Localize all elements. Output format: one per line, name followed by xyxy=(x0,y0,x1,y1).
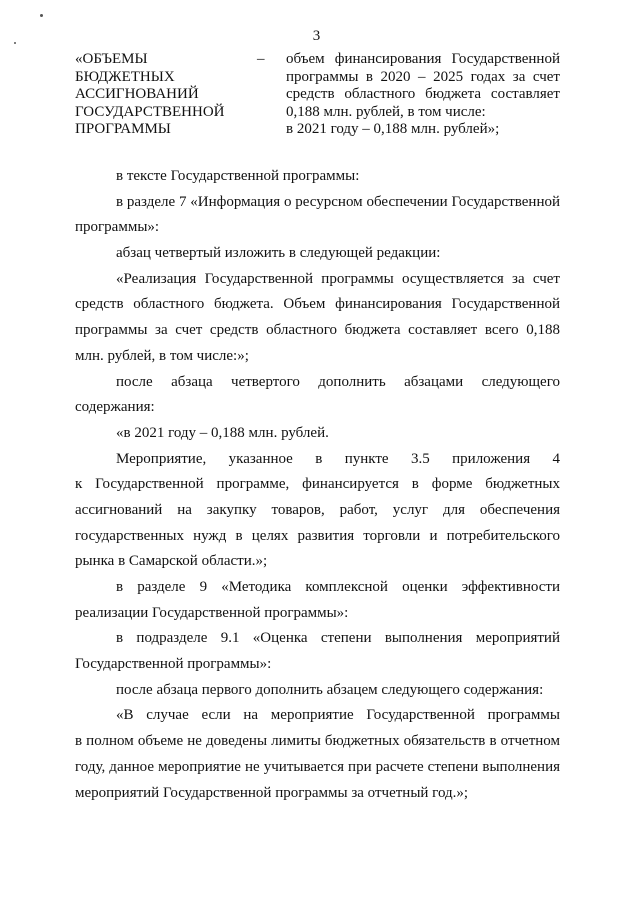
scan-speck xyxy=(40,14,43,17)
body-line: в подразделе 9.1 «Оценка степени выполнения мероприятий xyxy=(116,630,560,647)
body-line: млн. рублей, в том числе:»; xyxy=(75,347,249,364)
passport-label-line: ПРОГРАММЫ xyxy=(75,121,171,138)
body-line: к Государственной программе, финансируется в форме бюджетных xyxy=(75,476,560,493)
page-number: 3 xyxy=(312,28,321,44)
body-line: после абзаца первого дополнить абзацем следующего содержания: xyxy=(116,681,544,698)
passport-dash: – xyxy=(257,51,265,67)
body-line: программы»: xyxy=(75,219,160,236)
body-line: году, данное мероприятие не учитывается при расчете степени выполнения xyxy=(75,758,560,775)
passport-section-label xyxy=(75,51,250,139)
body-line: программы за счет средств областного бюджета составляет всего 0,188 xyxy=(75,322,560,339)
body-line: в разделе 7 «Информация о ресурсном обеспечении Государственной xyxy=(116,193,560,210)
passport-section-text xyxy=(286,51,560,139)
passport-text-line: объем финансирования Государственной xyxy=(286,51,560,67)
passport-text-line: программы в 2020 – 2025 годах за счет xyxy=(286,68,560,85)
passport-text-line: средств областного бюджета составляет xyxy=(286,86,560,103)
body-line: средств областного бюджета. Объем финансирования Государственной xyxy=(75,296,560,313)
passport-label-line: АССИГНОВАНИЙ xyxy=(75,86,199,103)
body-line: ассигнований на закупку товаров, работ, услуг для обеспечения xyxy=(75,501,560,518)
passport-text-line: 0,188 млн. рублей, в том числе: xyxy=(286,103,486,120)
body-line: «Реализация Государственной программы осуществляется за счет xyxy=(116,270,560,287)
body-line: после абзаца четвертого дополнить абзацами следующего xyxy=(116,373,560,390)
body-line: Мероприятие, указанное в пункте 3.5 приложения 4 xyxy=(116,450,560,467)
body-line: «в 2021 году – 0,188 млн. рублей. xyxy=(116,424,329,441)
body-line: реализации Государственной программы»: xyxy=(75,604,349,621)
body-line: мероприятий Государственной программы за отчетный год.»; xyxy=(75,784,469,801)
passport-label-line: ГОСУДАРСТВЕННОЙ xyxy=(75,103,225,120)
document-body xyxy=(75,164,560,806)
body-line: в тексте Государственной программы: xyxy=(116,168,360,184)
passport-label-line: БЮДЖЕТНЫХ xyxy=(75,68,175,85)
passport-text-line: в 2021 году – 0,188 млн. рублей»; xyxy=(286,121,500,138)
body-line: абзац четвертый изложить в следующей редакции: xyxy=(116,245,441,262)
body-line: в полном объеме не доведены лимиты бюджетных обязательств в отчетном xyxy=(75,733,560,750)
body-line: в разделе 9 «Методика комплексной оценки эффективности xyxy=(116,579,560,595)
body-line: содержания: xyxy=(75,399,155,416)
body-line: «В случае если на мероприятие Государственной программы xyxy=(116,707,560,724)
passport-label-line: «ОБЪЕМЫ xyxy=(75,51,148,67)
body-line: государственных нужд в целях развития торговли и потребительского xyxy=(75,527,560,544)
body-line: рынка в Самарской области.»; xyxy=(75,553,268,570)
body-line: Государственной программы»: xyxy=(75,656,272,673)
